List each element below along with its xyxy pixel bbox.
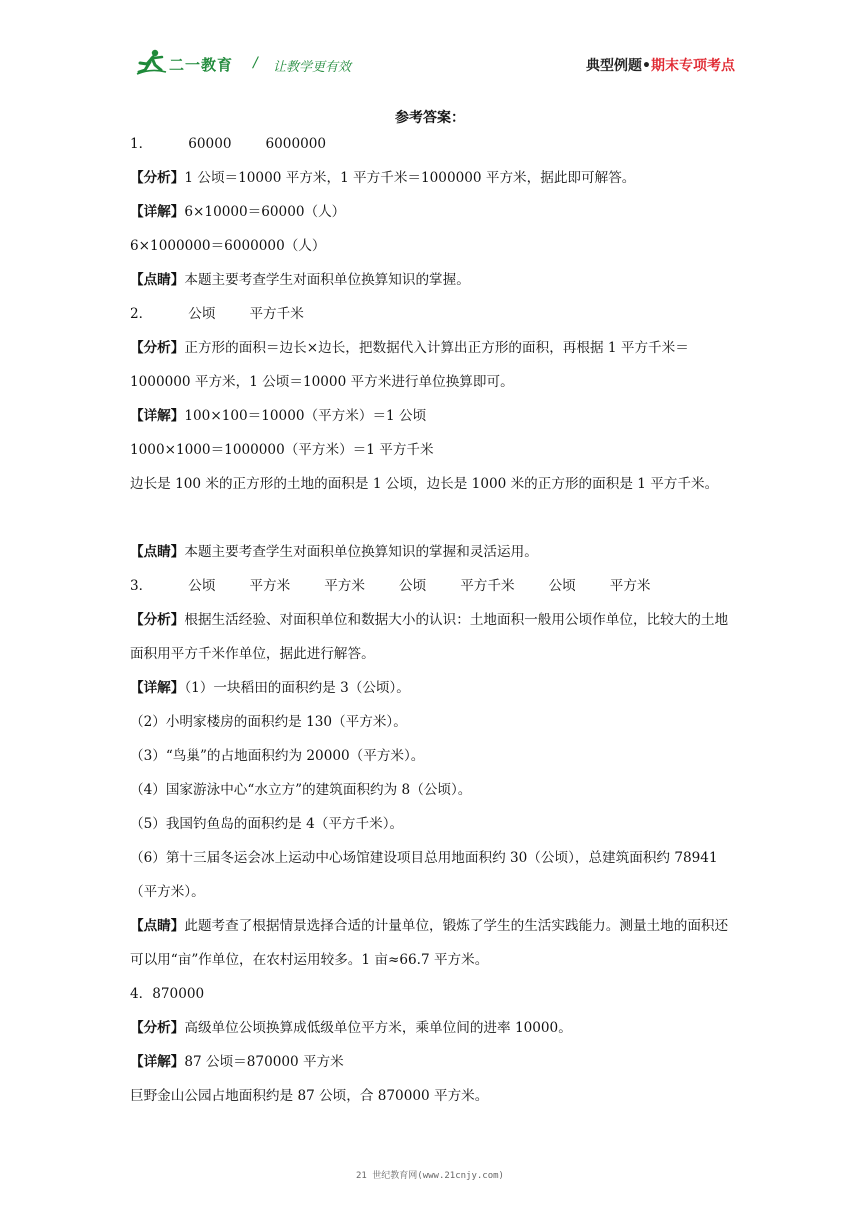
header-divider: / <box>253 55 258 71</box>
brand-slogan: 让教学更有效 <box>273 60 352 75</box>
header-tag-highlight: 期末专项考点 <box>651 58 735 74</box>
q4-analysis-text: 高级单位公顷换算成低级单位平方米，乘单位间的进率 10000。 <box>184 1020 572 1036</box>
q3-answer-4: 公顷 <box>399 578 427 594</box>
q2-detail-line-1: 100×100＝10000（平方米）＝1 公顷 <box>184 408 427 424</box>
q4-detail-line-2: 巨野金山公园占地面积约是 87 公顷，合 870000 平方米。 <box>130 1088 489 1104</box>
q3-answer-3: 平方米 <box>324 578 365 594</box>
q4-answer-1: 870000 <box>152 986 205 1002</box>
q2-number: 2． <box>130 306 153 322</box>
comment-label: 【点睛】 <box>130 272 185 288</box>
analysis-label: 【分析】 <box>130 1020 185 1036</box>
q2-comment-text: 本题主要考查学生对面积单位换算知识的掌握和灵活运用。 <box>184 544 538 560</box>
q2-answer-line <box>130 297 735 331</box>
detail-label: 【详解】 <box>130 408 185 424</box>
q1-comment <box>130 263 735 297</box>
q1-detail-line-2: 6×1000000＝6000000（人） <box>130 238 326 254</box>
detail-label: 【详解】 <box>130 1054 185 1070</box>
q3-detail-line-5: （5）我国钓鱼岛的面积约是 4（平方千米）。 <box>130 816 404 832</box>
q3-comment-text: 此题考查了根据情景选择合适的计量单位，锻炼了学生的生活实践能力。测量土地的面积还可以用“亩”作单位，在农村运用较多。1 亩≈66.7 平方米。 <box>130 918 729 968</box>
header-tag-main: 典型例题• <box>586 58 651 74</box>
q3-answer-6: 公顷 <box>548 578 576 594</box>
running-figure-logo-icon <box>135 48 167 76</box>
q1-answer-2: 6000000 <box>265 136 327 152</box>
header-tag <box>586 55 735 75</box>
analysis-label: 【分析】 <box>130 612 185 628</box>
comment-label: 【点睛】 <box>130 918 185 934</box>
q3-detail <box>130 671 735 705</box>
q4-answer-line <box>130 977 735 1011</box>
page-footer: 21 世纪教育网(www.21cnjy.com) <box>356 1171 504 1181</box>
brand-name: 二一教育 <box>169 56 234 74</box>
q3-answer-2: 平方米 <box>249 578 291 594</box>
q3-detail-line-1: （1）一块稻田的面积约是 3（公顷）。 <box>184 680 410 696</box>
q3-detail-line-4: （4）国家游泳中心“水立方”的建筑面积约为 8（公顷）。 <box>130 782 472 798</box>
q2-answer-2: 平方千米 <box>249 306 304 322</box>
q3-answer-1: 公顷 <box>188 578 216 594</box>
q2-answer-1: 公顷 <box>188 306 216 322</box>
page-title: 参考答案： <box>395 110 465 126</box>
q1-number: 1． <box>130 136 153 152</box>
q2-detail-line-2: 1000×1000＝1000000（平方米）＝1 平方千米 <box>130 442 434 458</box>
comment-label: 【点睛】 <box>130 544 185 560</box>
q2-analysis <box>130 331 735 399</box>
q4-number: 4． <box>130 986 153 1002</box>
q1-detail-line-1: 6×10000＝60000（人） <box>184 204 346 220</box>
q3-analysis <box>130 603 735 671</box>
q2-detail <box>130 399 735 433</box>
analysis-label: 【分析】 <box>130 340 185 356</box>
detail-label: 【详解】 <box>130 680 185 696</box>
q4-detail-line-1: 87 公顷＝870000 平方米 <box>184 1054 344 1070</box>
detail-label: 【详解】 <box>130 204 185 220</box>
q3-comment <box>130 909 735 977</box>
q4-analysis <box>130 1011 735 1045</box>
q3-answer-line <box>130 569 735 603</box>
q3-answer-5: 平方千米 <box>460 578 515 594</box>
q2-comment <box>130 535 735 569</box>
analysis-label: 【分析】 <box>130 170 185 186</box>
q3-analysis-text: 根据生活经验、对面积单位和数据大小的认识：土地面积一般用公顷作单位，比较大的土地面积用平方千米作单位，据此进行解答。 <box>130 612 729 662</box>
q1-analysis <box>130 161 735 195</box>
q2-analysis-text: 正方形的面积＝边长×边长，把数据代入计算出正方形的面积，再根据 1 平方千米＝1000000 平方米，1 公顷＝10000 平方米进行单位换算即可。 <box>130 340 689 390</box>
q1-comment-text: 本题主要考查学生对面积单位换算知识的掌握。 <box>184 272 470 288</box>
q2-detail-line-3: 边长是 100 米的正方形的土地的面积是 1 公顷，边长是 1000 米的正方形的面积是 1 平方千米。 <box>130 476 719 492</box>
q3-number: 3． <box>130 578 153 594</box>
q3-detail-line-2: （2）小明家楼房的面积约是 130（平方米）。 <box>130 714 407 730</box>
q4-detail <box>130 1045 735 1079</box>
q1-answer-1: 60000 <box>188 136 232 152</box>
q1-answer-line <box>130 127 735 161</box>
q1-detail <box>130 195 735 229</box>
page-header <box>135 44 735 84</box>
q3-detail-line-6: （6）第十三届冬运会冰上运动中心场馆建设项目总用地面积约 30（公顷），总建筑面积约 78941（平方米）。 <box>130 850 718 900</box>
q3-answer-7: 平方米 <box>609 578 651 594</box>
q3-detail-line-3: （3）“鸟巢”的占地面积约为 20000（平方米）。 <box>130 748 425 764</box>
q1-analysis-text: 1 公顷＝10000 平方米，1 平方千米＝1000000 平方米，据此即可解答。 <box>184 170 636 186</box>
